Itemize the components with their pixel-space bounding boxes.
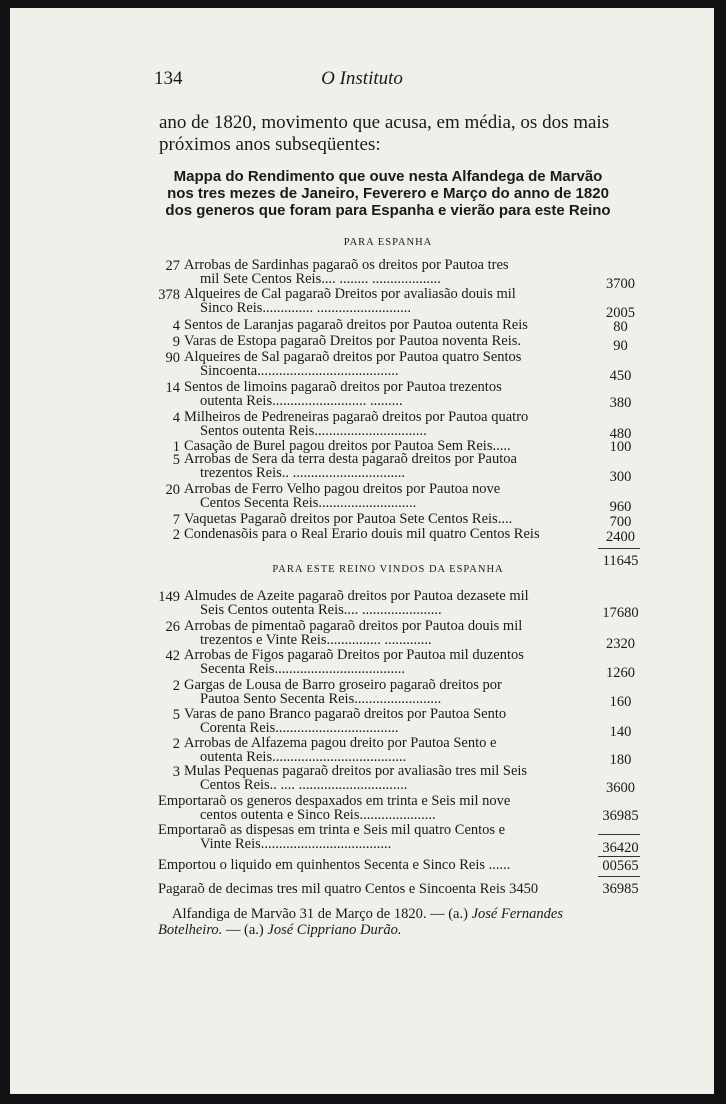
signature-block	[158, 906, 628, 938]
rule	[598, 876, 640, 877]
table-row	[158, 763, 635, 796]
row-quantity: 7	[172, 512, 180, 528]
tithe-value: 36985	[602, 881, 639, 897]
row-quantity: 149	[158, 589, 180, 605]
subtotal-value: 11645	[602, 553, 639, 569]
row-value: 1260	[606, 665, 635, 681]
row-description: Arrobas de Alfazema pagou dreito por Pautoa Sento e	[184, 735, 497, 751]
row-description: Gargas de Lousa de Barro groseiro pagaraõ dreitos por	[184, 677, 502, 693]
row-value: 2320	[606, 636, 635, 652]
row-value: 180	[609, 752, 632, 768]
row-value: 480	[609, 426, 632, 442]
book-page	[10, 8, 714, 1094]
table-row	[158, 735, 632, 768]
row-description-cont: Corenta Reis..................................	[200, 720, 399, 736]
row-description: Arrobas de Sera da terra desta pagaraõ dreitos por Pautoa	[184, 451, 517, 467]
row-value: 3600	[606, 780, 635, 796]
row-description-cont: Sincoenta.......................................	[200, 363, 399, 379]
row-quantity: 2	[172, 527, 180, 543]
row-value: 2400	[606, 529, 635, 545]
row-value: 80	[613, 319, 628, 335]
table-row	[158, 793, 639, 824]
section-heading-espanha: PARA ESPANHA	[343, 237, 433, 248]
row-description: Sentos de Laranjas pagaraõ dreitos por Pautoa outenta Reis	[184, 317, 528, 333]
row-description-cont: Centos Reis.. .... ..............................	[200, 777, 408, 793]
row-description: Arrobas de Sardinhas pagaraõ os dreitos por Pautoa tres	[184, 257, 509, 273]
subtotal-rule	[598, 548, 640, 549]
table-row	[158, 822, 639, 856]
row-quantity: 9	[172, 334, 180, 350]
row-description: Varas de pano Branco pagaraõ dreitos por Pautoa Sento	[184, 706, 507, 722]
row-description-cont: Pautoa Sento Secenta Reis........................	[200, 691, 442, 707]
row-description-cont: trezentos e Vinte Reis............... .............	[200, 632, 432, 648]
row-value: 36420	[602, 840, 639, 856]
row-value: 90	[613, 338, 628, 354]
table-row	[158, 481, 632, 515]
signature-name-2: José Cippriano Durão.	[267, 922, 402, 938]
row-description-cont: Secenta Reis....................................	[200, 661, 405, 677]
row-quantity: 42	[165, 648, 180, 664]
row-description-cont: outenta Reis.......................... .........	[200, 393, 403, 409]
row-quantity: 4	[172, 410, 180, 426]
row-description-cont: Vinte Reis....................................	[200, 836, 392, 852]
row-value: 17680	[602, 605, 639, 621]
table-row	[158, 526, 635, 557]
row-quantity: 1	[172, 439, 180, 455]
table-row	[158, 286, 635, 321]
page-number: 134	[154, 68, 183, 89]
row-description: Mulas Pequenas pagaraõ dreitos por avaliasão tres mil Seis	[184, 763, 528, 779]
table-row	[158, 349, 632, 384]
row-quantity: 2	[172, 678, 180, 694]
row-value: 380	[609, 395, 632, 411]
row-quantity: 5	[172, 707, 180, 723]
table-row	[158, 409, 632, 442]
tithe-label: Pagaraõ de decimas tres mil quatro Centos e Sincoenta Reis 3450	[158, 881, 539, 897]
row-quantity: 5	[172, 452, 180, 468]
row-value: 36985	[602, 808, 639, 824]
intro-line-1: ano de 1820, movimento que acusa, em média, os dos mais	[159, 112, 610, 133]
row-value: 450	[609, 368, 632, 384]
row-description-cont: Centos Secenta Reis...........................	[200, 495, 417, 511]
row-description: Almudes de Azeite pagaraõ dreitos por Pautoa dezasete mil	[184, 588, 529, 604]
row-description-cont: Sentos outenta Reis...............................	[200, 423, 427, 439]
row-value: 960	[609, 499, 632, 515]
row-description-cont: trezentos Reis.. ...............................	[200, 465, 405, 481]
row-description-cont: mil Sete Centos Reis.... ........ ...................	[200, 271, 441, 287]
row-value: 300	[609, 469, 632, 485]
table-row	[158, 257, 635, 292]
row-quantity: 4	[172, 318, 180, 334]
row-description: Varas de Estopa pagaraõ Dreitos por Pautoa noventa Reis.	[184, 333, 522, 349]
row-value: 100	[609, 439, 632, 455]
signature-place-date: Alfandiga de Marvão 31 de Março de 1820. — (a.)	[172, 906, 468, 922]
row-quantity: 3	[172, 764, 180, 780]
row-description-cont: Seis Centos outenta Reis.... ......................	[200, 602, 442, 618]
table-row	[158, 588, 639, 621]
row-value: 2005	[606, 305, 635, 321]
row-description: Sentos de limoins pagaraõ dreitos por Pautoa trezentos	[184, 379, 502, 395]
row-description: Casação de Burel pagou dreitos por Pautoa Sem Reis.....	[184, 438, 511, 454]
table-row	[158, 451, 632, 485]
row-description-cont: centos outenta e Sinco Reis.....................	[200, 807, 436, 823]
row-value: 160	[609, 694, 632, 710]
row-description: Emportaraõ os generos despaxados em trinta e Seis mil nove	[158, 793, 511, 809]
table-title-line-3: dos generos que foram para Espanha e vierão para este Reino	[165, 202, 611, 219]
table-title-line-1: Mappa do Rendimento que ouve nesta Alfandega de Marvão	[173, 168, 603, 185]
intro-line-2: próximos anos subseqüentes:	[159, 134, 381, 155]
row-description: Emportaraõ as dispesas em trinta e Seis mil quatro Centos e	[158, 822, 506, 838]
table-row	[158, 379, 632, 411]
table-row	[158, 618, 635, 652]
row-description-cont: outenta Reis.....................................	[200, 749, 407, 765]
row-quantity: 90	[165, 350, 180, 366]
row-description: Condenasõis para o Real Erario douis mil quatro Centos Reis	[184, 526, 540, 542]
row-description: Arrobas de Figos pagaraõ Dreitos por Pautoa mil duzentos	[184, 647, 524, 663]
row-description: Arrobas de Ferro Velho pagou dreitos por Pautoa nove	[184, 481, 501, 497]
table-row	[158, 677, 632, 710]
row-description: Vaquetas Pagaraõ dreitos por Pautoa Sete Centos Reis....	[184, 511, 513, 527]
rule	[598, 856, 640, 857]
row-quantity: 27	[165, 258, 180, 274]
row-description: Alqueires de Sal pagaraõ dreitos por Pautoa quatro Sentos	[184, 349, 522, 365]
section-heading-reino: PARA ESTE REINO VINDOS DA ESPANHA	[272, 564, 504, 575]
rule	[598, 834, 640, 835]
row-value: 140	[609, 724, 632, 740]
table-row	[158, 647, 635, 681]
row-description: Arrobas de pimentaõ pagaraõ dreitos por Pautoa douis mil	[184, 618, 523, 634]
row-quantity: 2	[172, 736, 180, 752]
signature-name-1: José Fernandes Botelheiro.	[158, 906, 563, 938]
row-quantity: 378	[158, 287, 180, 303]
table-row	[158, 706, 632, 740]
row-value: 700	[609, 514, 632, 530]
row-quantity: 20	[165, 482, 180, 498]
row-description-cont: Sinco Reis.............. ..........................	[200, 300, 412, 316]
row-description: Alqueires de Cal pagaraõ Dreitos por avaliasão douis mil	[184, 286, 516, 302]
row-quantity: 26	[165, 619, 180, 635]
liquid-total-label: Emportou o liquido em quinhentos Secenta e Sinco Reis ......	[158, 857, 511, 873]
signature-mid: — (a.)	[225, 922, 264, 938]
running-title: O Instituto	[321, 68, 403, 89]
row-quantity: 14	[165, 380, 180, 396]
row-description: Milheiros de Pedreneiras pagaraõ dreitos por Pautoa quatro	[184, 409, 529, 425]
table-title-line-2: nos tres mezes de Janeiro, Feverero e Março do anno de 1820	[167, 185, 609, 202]
row-value: 3700	[606, 276, 635, 292]
liquid-total-value: 00565	[602, 858, 639, 874]
